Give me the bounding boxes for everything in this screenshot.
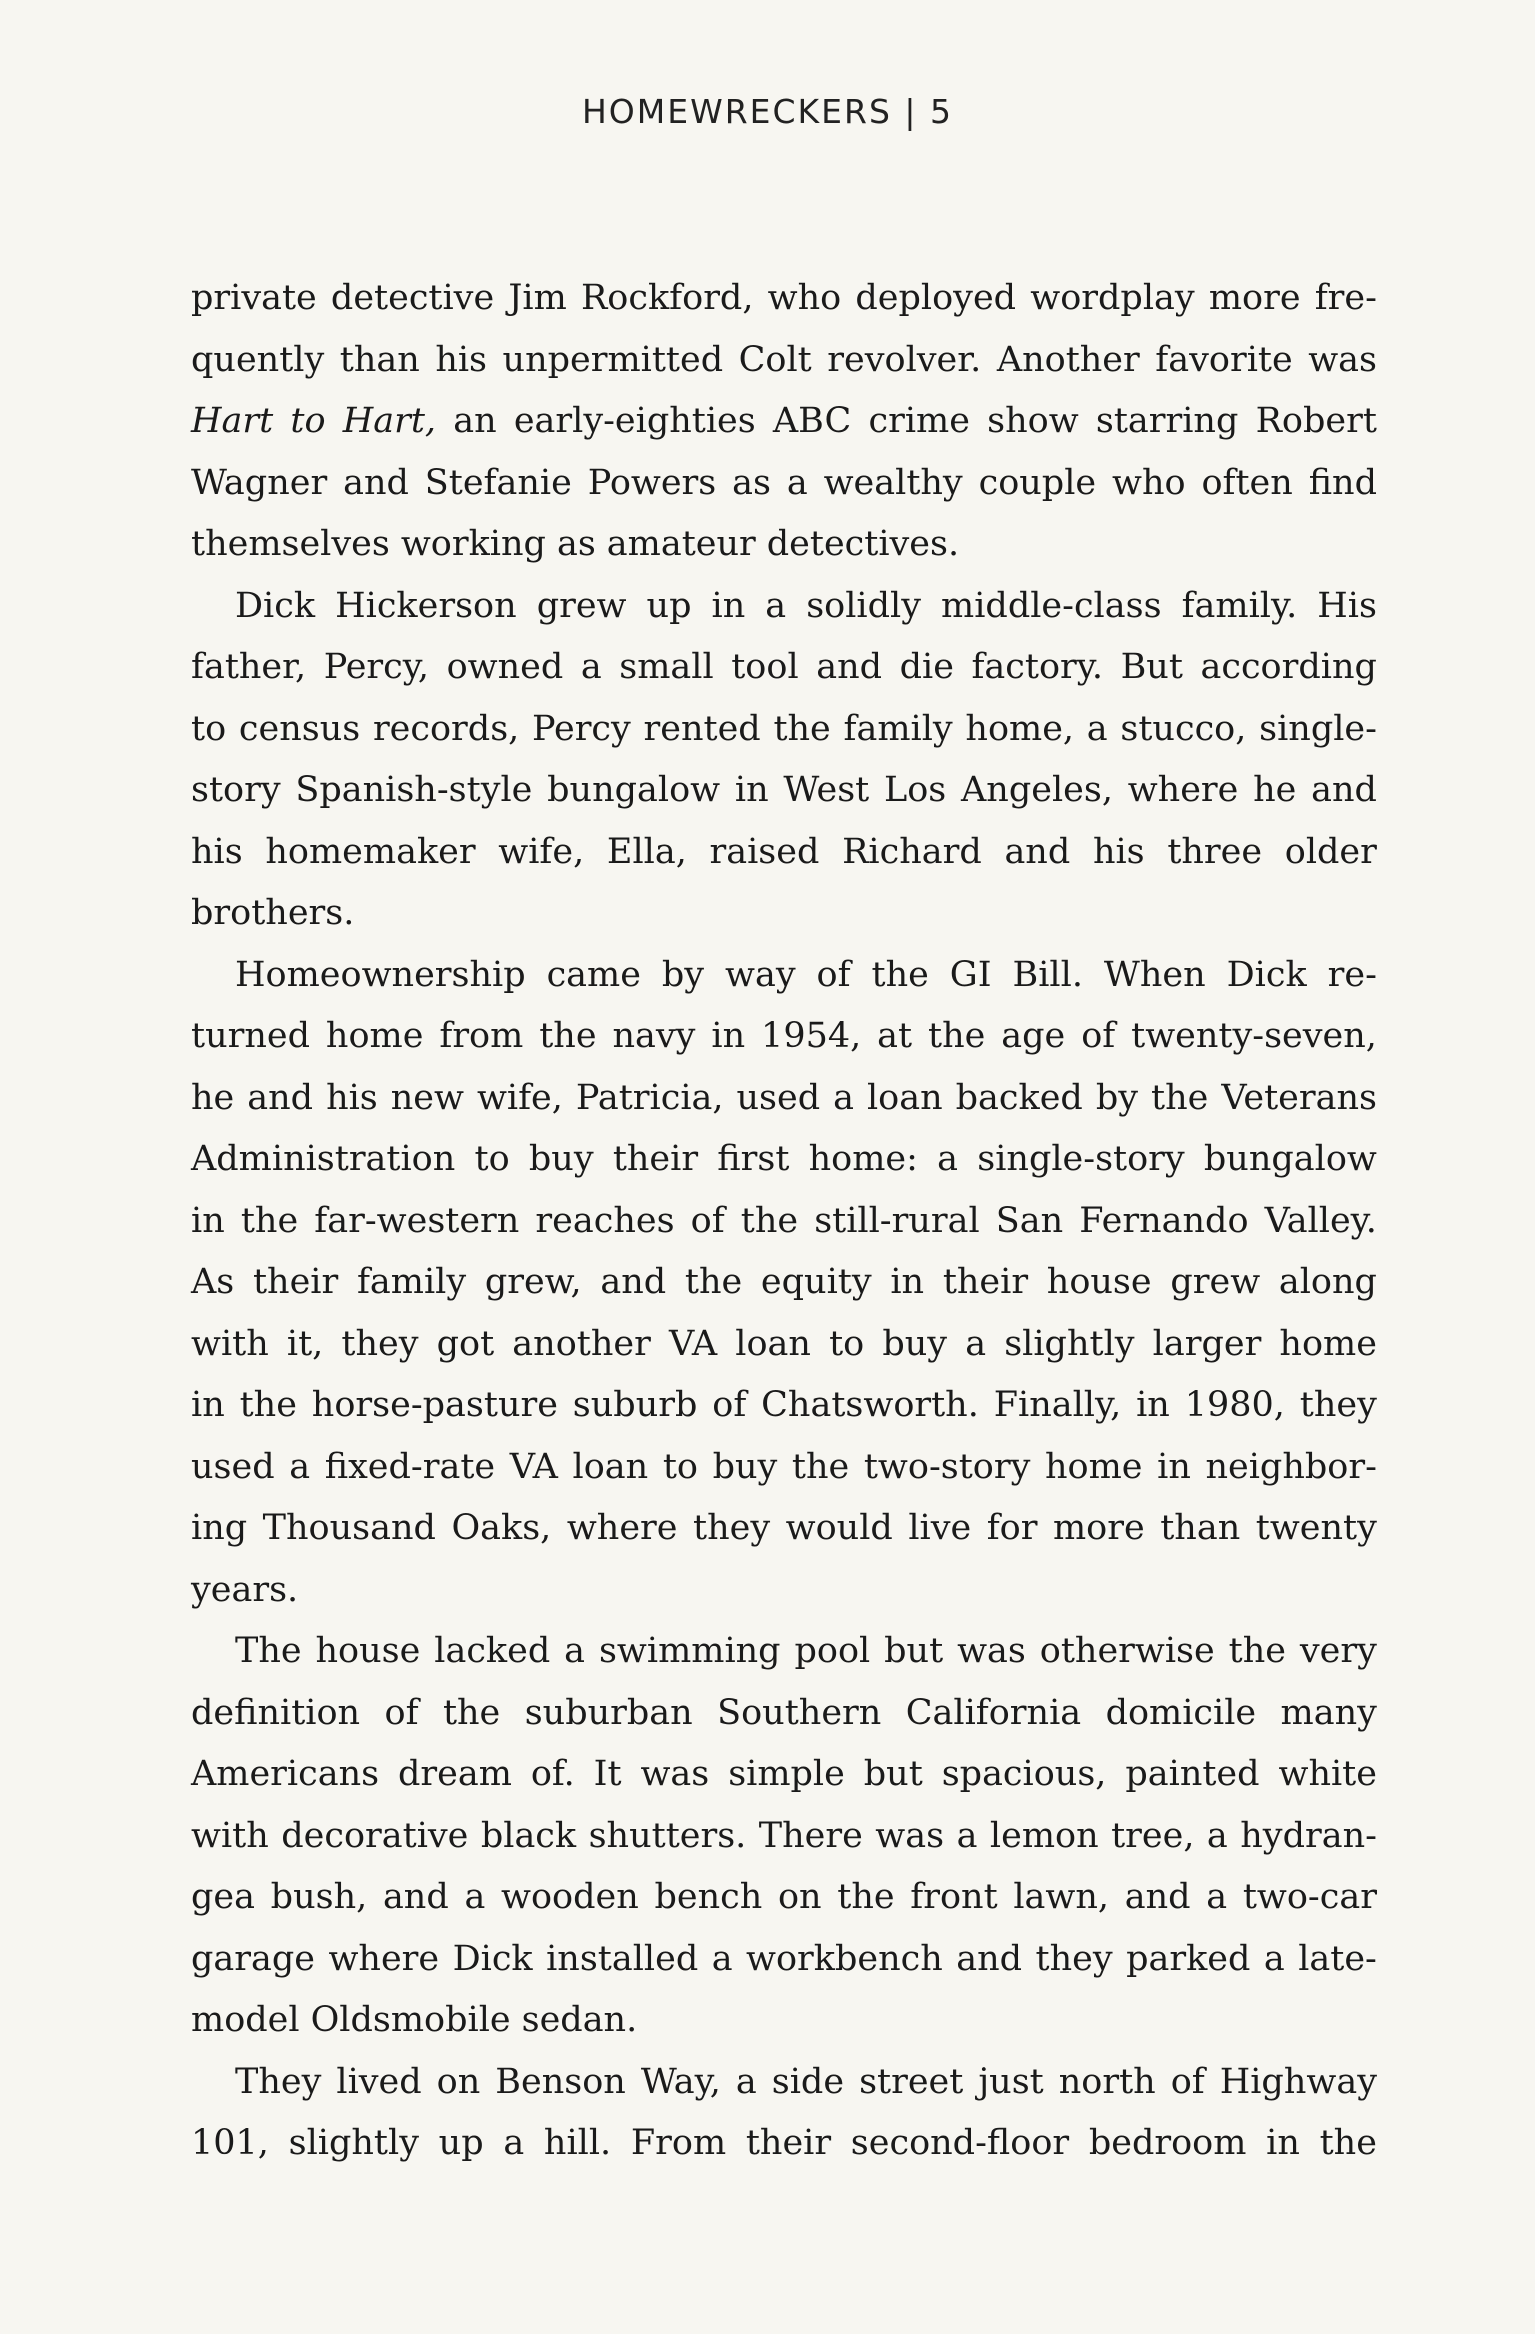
- paragraph: [191, 945, 1377, 1622]
- text-line: gea bush, and a wooden bench on the front lawn, and a two-car: [191, 1877, 1377, 1917]
- body-text: [191, 268, 1377, 2175]
- text-line: They lived on Benson Way, a side street just north of Highway: [235, 2061, 1377, 2102]
- text-line: definition of the suburban Southern California domicile many: [191, 1692, 1377, 1733]
- text-line: Administration to buy their first home: a single-story bungalow: [191, 1139, 1377, 1179]
- paragraph: [191, 1621, 1377, 2052]
- text-line: turned home from the navy in 1954, at the age of twenty-seven,: [191, 1016, 1377, 1056]
- page-number: 5: [930, 92, 954, 131]
- text-line: his homemaker wife, Ella, raised Richard and his three older: [191, 831, 1377, 872]
- text-line: Wagner and Stefanie Powers as a wealthy couple who often find: [191, 462, 1377, 503]
- text-line: Dick Hickerson grew up in a solidly middle-class family. His: [235, 585, 1377, 626]
- text-line: Hart to Hart, an early-eighties ABC crime show starring Robert: [191, 401, 1377, 441]
- text-line: Homeownership came by way of the GI Bill. When Dick re-: [235, 954, 1377, 995]
- text-line: in the horse-pasture suburb of Chatsworth. Finally, in 1980, they: [191, 1385, 1377, 1425]
- paragraph: [191, 576, 1377, 945]
- text-line: with it, they got another VA loan to buy a slightly larger home: [191, 1323, 1377, 1364]
- text-line: brothers.: [191, 893, 355, 933]
- paragraph: [191, 2052, 1377, 2175]
- text-line: model Oldsmobile sedan.: [191, 2000, 638, 2040]
- text-line: used a fixed-rate VA loan to buy the two-story home in neighbor-: [191, 1446, 1377, 1487]
- text-line: to census records, Percy rented the family home, a stucco, single-: [191, 708, 1377, 749]
- text-line: quently than his unpermitted Colt revolver. Another favorite was: [191, 339, 1377, 380]
- text-line: father, Percy, owned a small tool and die factory. But according: [191, 647, 1377, 687]
- text-line: themselves working as amateur detectives.: [191, 524, 960, 564]
- running-head-separator: |: [904, 92, 918, 131]
- text-line: story Spanish-style bungalow in West Los Angeles, where he and: [191, 770, 1377, 810]
- text-line: The house lacked a swimming pool but was otherwise the very: [235, 1631, 1377, 1671]
- running-title: HOMEWRECKERS: [581, 92, 892, 131]
- text-line: years.: [191, 1569, 299, 1610]
- text-line: with decorative black shutters. There was a lemon tree, a hydran-: [191, 1815, 1377, 1856]
- text-line: As their family grew, and the equity in their house grew along: [191, 1262, 1377, 1302]
- text-line: 101, slightly up a hill. From their second-floor bedroom in the: [191, 2123, 1377, 2163]
- text-line: in the far-western reaches of the still-rural San Fernando Valley.: [191, 1200, 1377, 1241]
- text-line: private detective Jim Rockford, who deployed wordplay more fre-: [191, 278, 1377, 318]
- text-line: he and his new wife, Patricia, used a loan backed by the Veterans: [191, 1077, 1377, 1118]
- running-head: [0, 92, 1535, 131]
- text-line: ing Thousand Oaks, where they would live for more than twenty: [191, 1508, 1377, 1548]
- text-line: garage where Dick installed a workbench and they parked a late-: [191, 1938, 1377, 1979]
- paragraph: [191, 268, 1377, 576]
- text-line: Americans dream of. It was simple but spacious, painted white: [191, 1754, 1377, 1794]
